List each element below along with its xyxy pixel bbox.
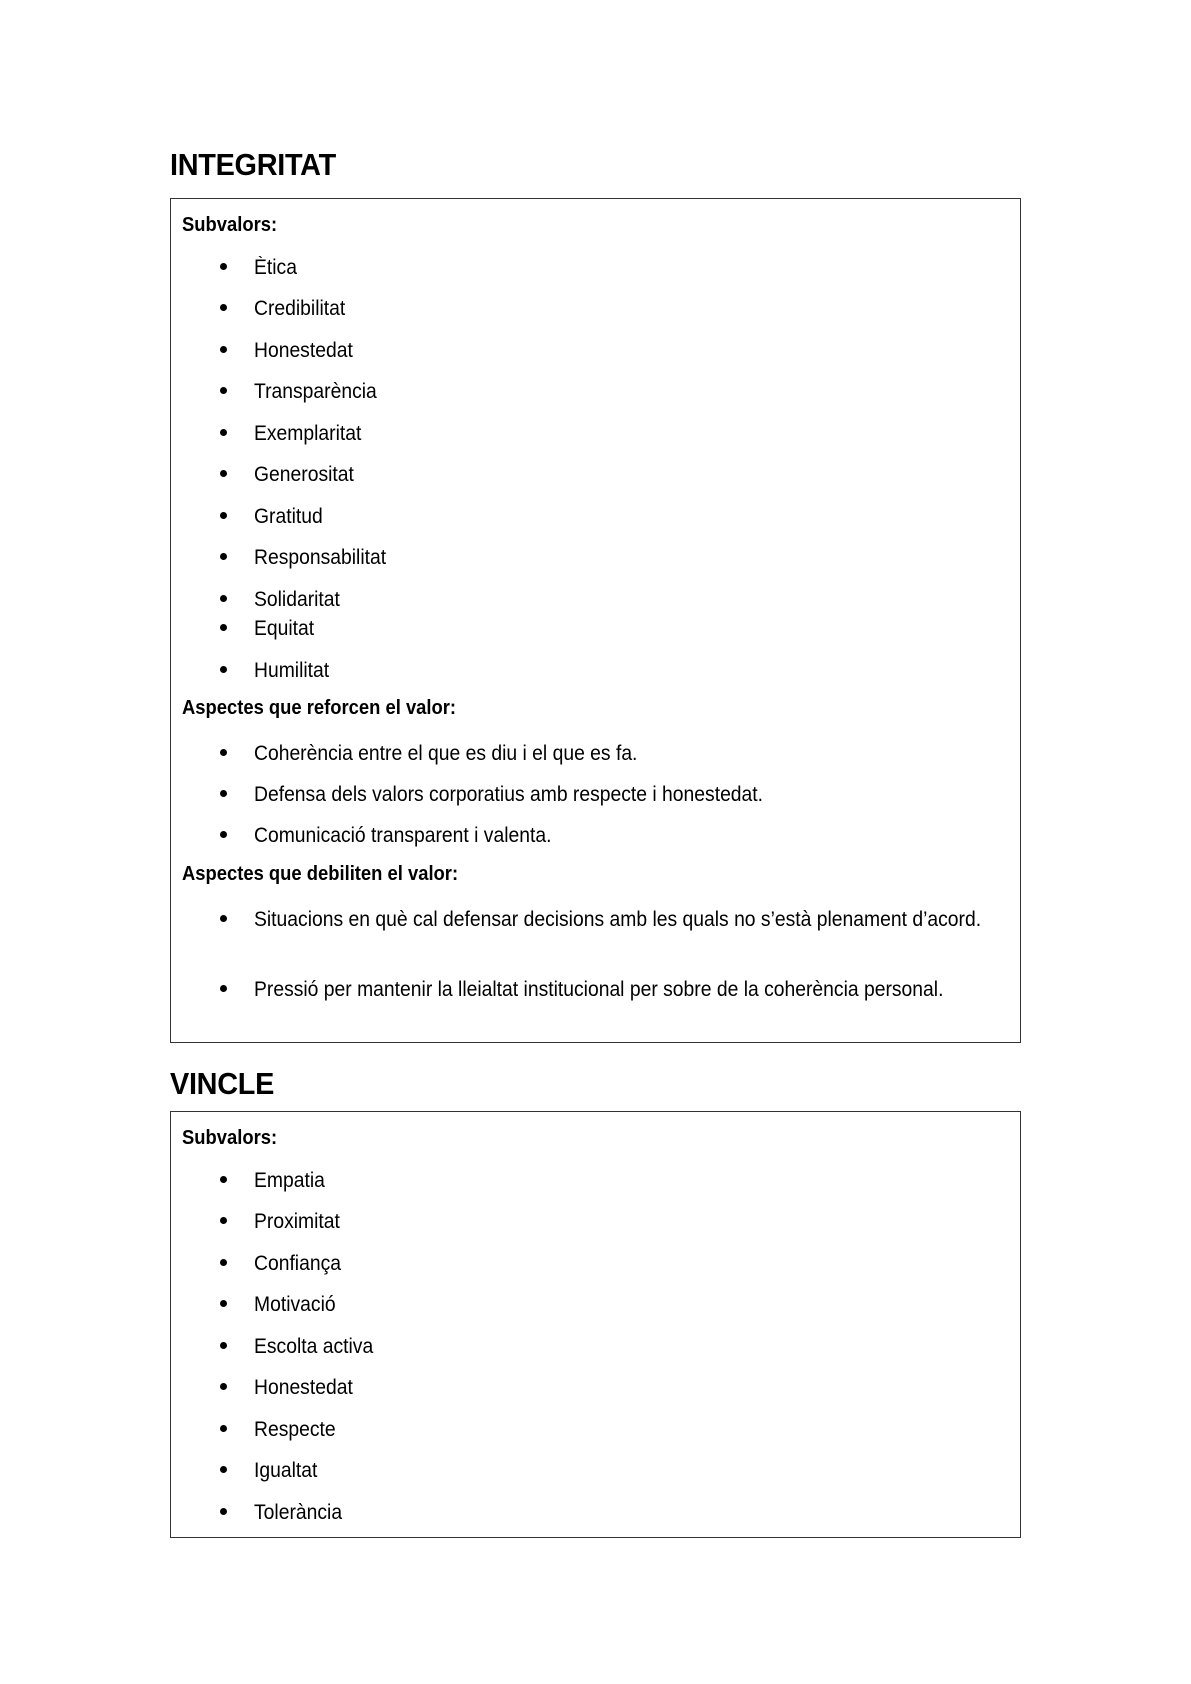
bullet-icon <box>220 1466 227 1473</box>
reforcen-label: Aspectes que reforcen el valor: <box>182 697 457 719</box>
bullet-icon <box>220 915 227 922</box>
section-title-integritat: INTEGRITAT <box>170 147 336 182</box>
bullet-icon <box>220 1217 227 1224</box>
bullet-icon <box>220 346 227 353</box>
vincle-box: Subvalors: Empatia Proximitat Confiança Motivació Escolta activa Honestedat Respecte Igualtat Tolerància <box>170 1111 1021 1538</box>
bullet-icon <box>220 304 227 311</box>
bullet-icon <box>220 749 227 756</box>
bullet-icon <box>220 1259 227 1266</box>
bullet-icon <box>220 1383 227 1390</box>
subvalors-label: Subvalors: <box>182 214 278 236</box>
bullet-icon <box>220 666 227 673</box>
bullet-icon <box>220 512 227 519</box>
bullet-icon <box>220 470 227 477</box>
bullet-icon <box>220 387 227 394</box>
bullet-icon <box>220 429 227 436</box>
debiliten-label: Aspectes que debiliten el valor: <box>182 863 459 885</box>
integritat-box: Subvalors: Ètica Credibilitat Honestedat Transparència Exemplaritat Generositat Gratitud Responsabilitat Solidaritat Equitat Humilitat Aspectes que reforcen el valor: Coherència entre el que es diu i el que es fa. Defensa dels valors corporatius amb respecte i honestedat. Comunicació transparent i valenta. Aspectes que debiliten el valor: Situacions en què cal defensar decisions amb les quals no s’està plenament d’acord. Pressió per mantenir la lleialtat institucional per sobre de la coherència personal. <box>170 198 1021 1043</box>
bullet-icon <box>220 624 227 631</box>
bullet-icon <box>220 790 227 797</box>
bullet-icon <box>220 1176 227 1183</box>
bullet-icon <box>220 1425 227 1432</box>
bullet-icon <box>220 985 227 992</box>
bullet-icon <box>220 831 227 838</box>
section-title-vincle: VINCLE <box>170 1066 275 1101</box>
bullet-icon <box>220 263 227 270</box>
bullet-icon <box>220 595 227 602</box>
bullet-icon <box>220 553 227 560</box>
bullet-icon <box>220 1342 227 1349</box>
bullet-icon <box>220 1300 227 1307</box>
subvalors-label: Subvalors: <box>182 1127 278 1149</box>
bullet-icon <box>220 1508 227 1515</box>
